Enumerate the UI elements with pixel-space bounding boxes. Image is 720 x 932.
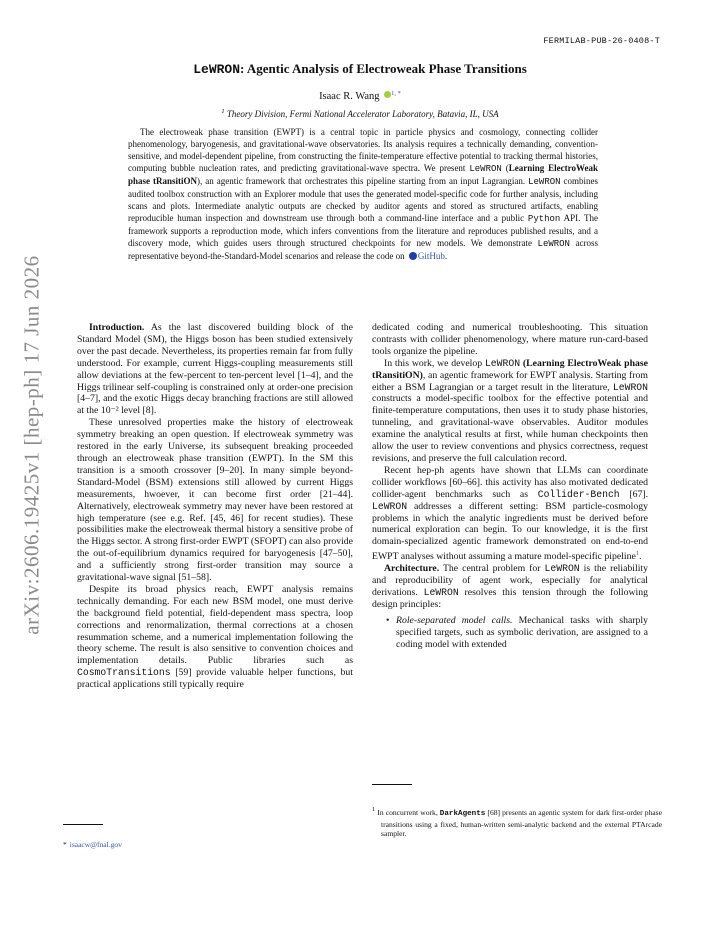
body-text: Despite its broad physics reach, EWPT analysis remains technically demanding. For each new BSM model, one must derive the background field potential, field-dependent mass spectra, loop corrections and renormalization, thermal corrections at a chosen resummation scheme, and a numerical implementation following the theory scheme. The result is also sensitive to convention choices and implementation details. Public libraries such as [77, 583, 353, 667]
footnote-body: [68] presents an agentic system for dark first-order phase transitions using a fixed, human-written semi-analytic backend and the external PTArcade sampler. [381, 808, 662, 838]
abstract-text: The electroweak phase transition (EWPT) is a central topic in particle physics and cosmology, connecting collider phenomenology, baryogenesis, and gravitational-wave observatories. Its analysis requires a technically demanding, convention-sensitive, and model-dependent pipeline, from constructing the finite-temperature effective potential to tracking thermal histories, computing bubble nucleation rates, and predicting gravitational-wave spectra. We present [128, 127, 598, 173]
body-text: [67]. [619, 488, 649, 500]
abstract-text: combines audited toolbox construction with an Explorer module that uses the generated model-specific code for further analysis, including scans and plots. Intermediate analytic outputs are checked by auditor agents and stored as structured artifacts, enabling reproducible human inspection and downstream use through both a command-line interface and a public [128, 176, 599, 223]
abstract-text: ( [501, 163, 509, 173]
footnote-text [372, 805, 662, 839]
body-paragraph [372, 465, 648, 563]
github-link[interactable]: GitHub [417, 251, 445, 261]
abstract-text: . [444, 251, 448, 261]
report-number: FERMILAB-PUB-26-0408-T [543, 36, 660, 46]
footnote-divider [63, 824, 103, 825]
author-line [0, 90, 720, 102]
abstract [128, 126, 598, 262]
intro-paragraph [77, 322, 353, 417]
abstract-text: ), an agentic framework that orchestrates this pipeline starting from an input Lagrangian. [197, 176, 529, 186]
affiliation-text: Theory Division, Fermi National Accelerator Laboratory, Batavia, IL, USA [226, 109, 499, 119]
paper-title [0, 61, 720, 77]
body-text: In this work, we develop [384, 357, 485, 369]
title-text: : Agentic Analysis of Electroweak Phase Transitions [240, 61, 527, 76]
affiliation-mark: 1 [221, 108, 225, 115]
software-name: LeWRON [469, 164, 502, 174]
abstract-paragraph [128, 126, 598, 262]
abstract-text: API. The framework supports a reproduction mode, which infers conventions from the literature and reproduces published results, and a discovery mode, which guides users through structured checkpoints for new models. We demonstrate [128, 213, 598, 248]
architecture-heading: Architecture. [384, 563, 440, 575]
footnote-mark: * [63, 840, 67, 849]
footnote-1 [372, 805, 662, 839]
python-name: Python [527, 214, 561, 224]
footnote-marker[interactable]: 1 [635, 550, 640, 558]
software-name: LeWRON [612, 381, 648, 393]
code-name: CosmoTransitions [77, 667, 171, 679]
body-text: As the last discovered building block of the Standard Model (SM), the Higgs boson has been studied extensively over the past decade. Nevertheless, its properties remain far from fully understood. For example, current Higgs-coupling measurements still allow deviations at the few-percent to ten-percent level [1–4], and the Higgs trilinear self-coupling is constrained only at order-one precision [4–7], and the exotic Higgs decay branching fractions are still allowed at the 10⁻² level [8]. [77, 322, 353, 417]
footnote-divider [372, 784, 412, 785]
body-text: . [639, 551, 642, 563]
code-name: Collider-Bench [537, 488, 620, 500]
body-text: Recent hep-ph agents have shown that LLMs can coordinate collider workflows [60–66]. this activity has also motivated dedicated collider-agent benchmarks such as [372, 464, 648, 500]
author-name: Isaac R. Wang [319, 91, 380, 102]
right-column [372, 322, 648, 650]
affiliation [0, 108, 720, 119]
body-text: , an agentic framework for EWPT analysis. Starting from either a BSM Lagrangian or a target result in the literature, [372, 369, 648, 393]
body-text: constructs a model-specific toolbox for the effective potential and finite-temperature computations, then uses it to study phase histories, tunneling, and gravitational-wave observables. Auditor modules examine the analytical results at first, while human checkpoints then allow the user to review conventions and physics correctness, request revisions, and preserve the full calculation record. [372, 393, 648, 464]
title-software-name: LeWRON [193, 62, 241, 77]
software-name: LeWRON [528, 177, 561, 187]
body-paragraph [77, 584, 353, 691]
abstract-text: across representative beyond-the-Standard-Model scenarios and release the code on [128, 238, 598, 261]
software-name: LeWRON [423, 586, 459, 598]
acronym-expansion: (Learning ElectroWeak phase tRansitiON) [372, 357, 649, 381]
bullet-text: Mechanical tasks with sharply specified targets, such as symbolic derivation, are assigned to a coding model with extended [396, 614, 649, 650]
acronym-expansion: Learning ElectroWeak phase tRansitiON [128, 163, 598, 186]
body-paragraph [372, 358, 648, 465]
corresponding-author-footnote [63, 840, 122, 849]
arxiv-stamp [20, 230, 44, 660]
footnote-body: In concurrent work, [377, 808, 440, 817]
software-name: LeWRON [544, 563, 580, 575]
intro-heading: Introduction. [89, 322, 145, 333]
body-text: The central problem for [439, 563, 545, 575]
code-name: DarkAgents [439, 810, 486, 818]
body-text: resolves this tension through the following design principles: [372, 586, 649, 610]
body-text: addresses a different setting: BSM particle-cosmology problems in which the analytic ingredients must be derived before numerical exploration can begin. To our knowledge, it is the first domain-specialized agentic framework demonstrated on end-to-end EWPT analyses without assuming a mature model-specific pipeline [372, 500, 648, 563]
architecture-paragraph [372, 563, 648, 611]
bullet-title: Role-separated model calls. [396, 614, 513, 626]
software-name: LeWRON [484, 357, 521, 369]
body-text: is the reliability and reproducibility of agent work, especially for analytical derivations. [372, 563, 648, 598]
body-paragraph: These unresolved properties make the history of electroweak symmetry breaking an open question. If electroweak symmetry was restored in the early Universe, its subsequent breaking proceeded through an electroweak phase transition (EWPT). In the SM this transition is a smooth crossover [9–20]. In many simple beyond-Standard-Model (BSM) extensions still allowed by current Higgs measurements, hwoever, it can become first order [21–44]. Alternatively, electroweak symmetry may never have been restored at high temperature (see e.g. Ref. [45, 46] for recent studies). These possibilities make the electroweak thermal history a sensitive probe of the Higgs sector. A strong first-order EWPT (SFOPT) can also provide the out-of-equilibrium dynamics required for baryogenesis [47–50], and a sufficiently strong first-order transition may source a gravitational-wave signal [51–58]. [77, 417, 353, 584]
body-paragraph: dedicated coding and numerical troubleshooting. This situation contrasts with collider phenomenology, where mature run-card-based tools organize the pipeline. [372, 322, 648, 357]
design-principles-list [372, 615, 648, 651]
footnote-mark: 1 [372, 806, 376, 813]
author-superscripts: 1, * [391, 90, 401, 97]
left-column [77, 322, 353, 691]
arxiv-identifier: arXiv:2606.19425v1 [hep-ph] 17 Jun 2026 [19, 255, 44, 635]
list-item [372, 615, 648, 651]
software-name: LeWRON [537, 239, 570, 249]
email-link[interactable]: isaacw@fnal.gov [69, 840, 122, 849]
software-name: LeWRON [372, 500, 408, 512]
github-icon[interactable] [409, 252, 417, 260]
body-text: [59] provide valuable helper functions, but practical applications still typically require [77, 667, 353, 691]
